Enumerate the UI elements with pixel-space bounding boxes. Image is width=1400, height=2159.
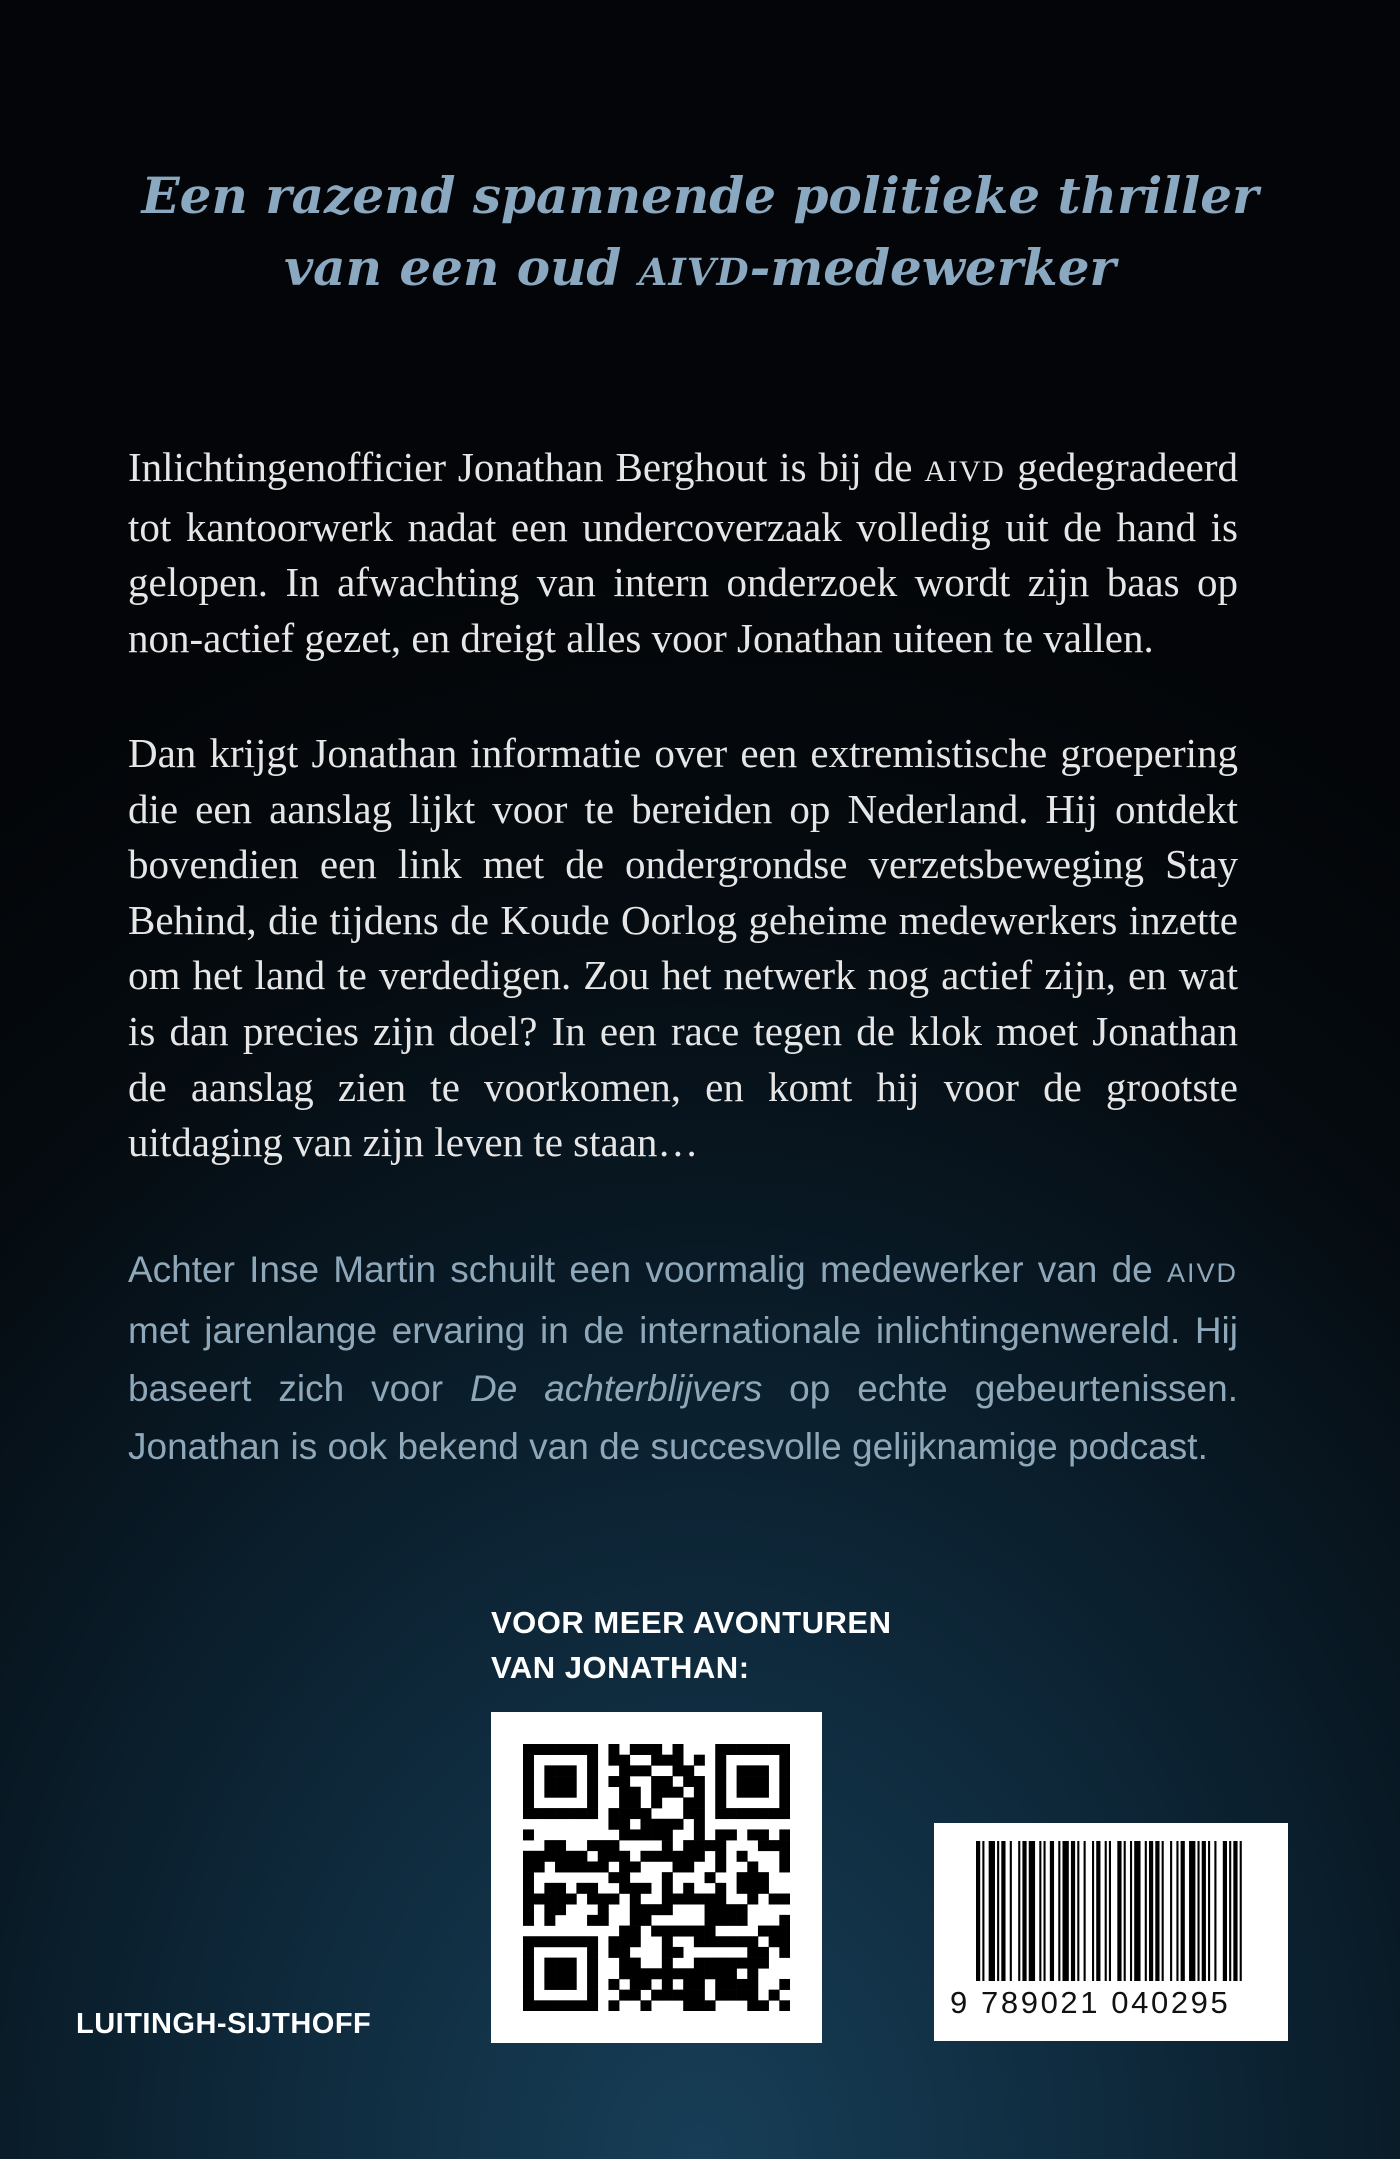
qr-code[interactable] — [491, 1712, 822, 2043]
tagline-line-2-start: van een oud — [284, 238, 639, 297]
cta-line-1: VOOR MEER AVONTUREN — [491, 1605, 892, 1640]
book-title: De achterblijvers — [470, 1368, 763, 1409]
barcode-icon — [976, 1841, 1246, 1981]
tagline-line-2-end: -medewerker — [749, 238, 1116, 297]
blurb-p1-abbreviation: AIVD — [924, 455, 1006, 488]
blurb-paragraph-2: Dan krijgt Jonathan informatie over een extremistische groepering die een aanslag lijkt voor te bereiden op Nederland. Hij ontdekt bovendien een link met de ondergrondse verzetsbeweging Stay Behind, die tijdens de Koude Oorlog geheime medewerkers inzette om het land te verdedigen. Zou het netwerk nog actief zijn, en wat is dan precies zijn doel? In een race tegen de klok moet Jonathan de aanslag zien te voorkomen, en komt hij voor de grootste uitdaging van zijn leven te staan… — [128, 730, 1238, 1166]
tagline-line-2 — [0, 232, 1400, 308]
blurb-paragraph-1 — [128, 440, 1238, 666]
call-to-action — [491, 1600, 891, 1690]
blurb-p1-end: gedegradeerd tot kantoorwerk nadat een undercoverzaak volledig uit de hand is gelopen. In afwachting van intern onderzoek wordt zijn baas op non-actief gezet, en dreigt alles voor Jonathan uiteen te vallen. — [128, 444, 1239, 661]
tagline — [0, 160, 1400, 308]
blurb-p1-start: Inlichtingenofficier Jonathan Berghout is bij de — [128, 444, 925, 490]
publisher-logo: LUITINGH-SIJTHOFF — [76, 2008, 372, 2040]
cta-line-2: VAN JONATHAN: — [491, 1650, 750, 1685]
author-bio-end: op echte gebeurtenissen. Jonathan is ook bekend van de succesvolle gelijknamige podcast. — [128, 1368, 1238, 1467]
qr-code-icon — [523, 1744, 790, 2011]
author-bio-start: Achter Inse Martin schuilt een voormalig medewerker van de — [128, 1249, 1167, 1290]
author-bio — [128, 1241, 1238, 1476]
author-bio-abbreviation: AIVD — [1166, 1258, 1238, 1288]
isbn-number: 9 789021 040295 — [950, 1985, 1231, 2020]
barcode — [934, 1823, 1288, 2041]
tagline-abbreviation: AIVD — [638, 250, 750, 294]
tagline-line-1: Een razend spannende politieke thriller — [141, 166, 1259, 225]
author-bio-middle: met jarenlange ervaring in de internationale inlichtingenwereld. Hij baseert zich voor — [128, 1310, 1238, 1409]
